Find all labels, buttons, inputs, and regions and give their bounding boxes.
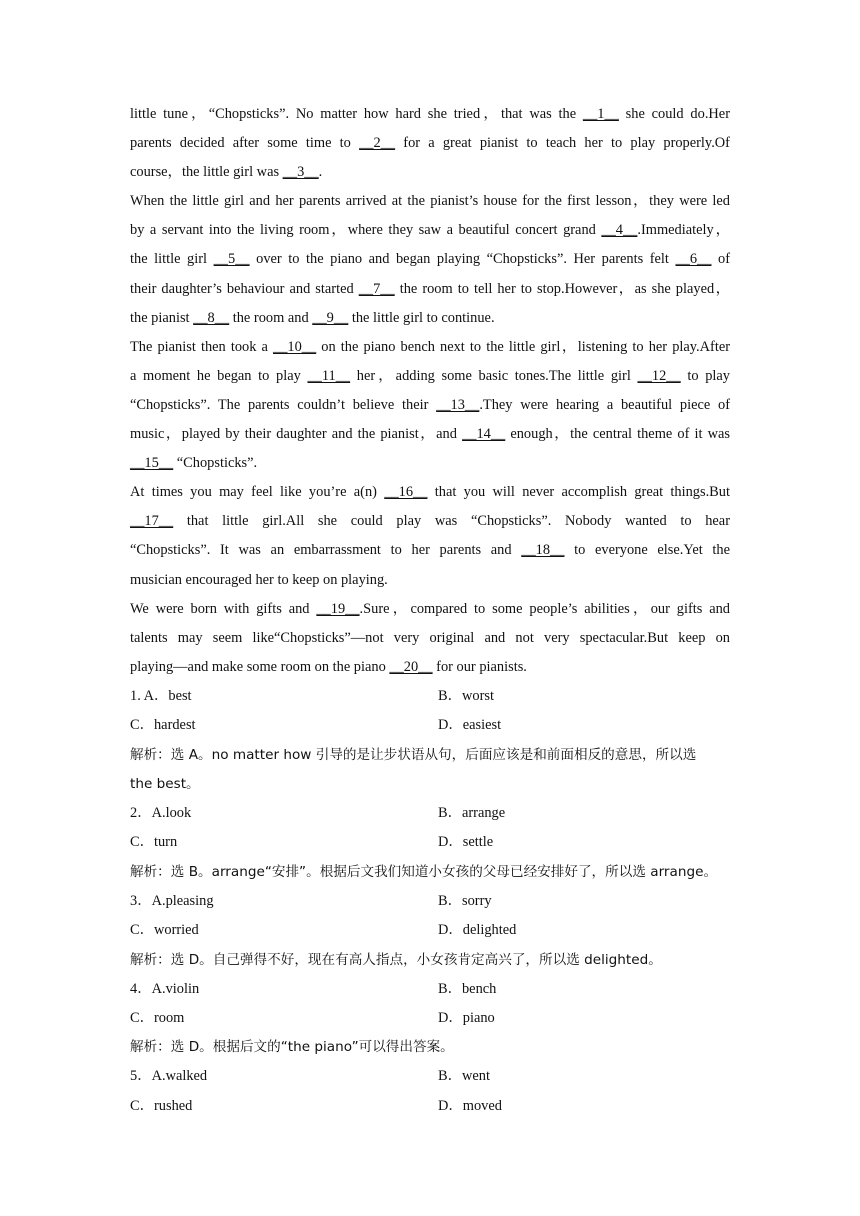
passage-text: “Chopsticks”. The parents couldn’t believe their — [130, 396, 437, 413]
question-item — [130, 799, 730, 887]
option-row — [130, 1004, 730, 1033]
blank-number: __12__ — [637, 367, 681, 384]
passage-text: to play — [680, 367, 730, 384]
passage-line — [130, 304, 730, 333]
passage-line — [130, 566, 730, 595]
answer-option: 3．A.pleasing — [130, 892, 214, 909]
question-item — [130, 887, 730, 975]
blank-number: __4__ — [601, 222, 638, 239]
passage-line — [130, 275, 730, 304]
blank-number: __18__ — [521, 542, 565, 559]
passage-text: to everyone else.Yet the — [564, 542, 730, 559]
cloze-passage — [130, 100, 730, 682]
blank-number: __11__ — [307, 367, 351, 384]
passage-text: parents decided after some time to — [130, 135, 360, 152]
passage-text: the room to tell her to stop.However，as she played， — [394, 280, 730, 297]
passage-line — [130, 333, 730, 362]
passage-line — [130, 624, 730, 653]
passage-text: the little girl — [130, 251, 214, 268]
blank-number: __19__ — [316, 600, 360, 617]
answer-option: D．easiest — [438, 717, 502, 734]
passage-line — [130, 507, 730, 536]
passage-text: of — [711, 251, 730, 268]
passage-text: When the little girl and her parents arrived at the pianist’s house for the first lesson，they were led — [130, 193, 730, 210]
passage-text: enough，the central theme of it was — [505, 426, 730, 443]
passage-text: her，adding some basic tones.The little girl — [350, 367, 638, 384]
answer-option: D．delighted — [438, 922, 517, 939]
answer-option: C．worried — [130, 922, 199, 939]
option-row — [130, 1062, 730, 1091]
blank-number: __15__ — [130, 455, 174, 472]
passage-text: a moment he began to play — [130, 367, 308, 384]
passage-text: she could do.Her — [618, 106, 730, 122]
answer-option: D．settle — [438, 834, 494, 851]
passage-text: The pianist then took a — [130, 338, 274, 355]
passage-text: “Chopsticks”. It was an embarrassment to her parents and — [130, 542, 522, 559]
answer-option: D．moved — [438, 1097, 502, 1114]
passage-text: for our pianists. — [432, 658, 527, 675]
blank-number: __16__ — [384, 484, 428, 501]
option-row — [130, 682, 730, 711]
blank-number: __5__ — [213, 251, 250, 268]
passage-line — [130, 420, 730, 449]
analysis-text: 解析：选 A。no matter how 引导的是让步状语从句，后面应该是和前面相反的意思，所以选 — [130, 746, 697, 763]
passage-text: that you will never accomplish great things.But — [427, 484, 730, 501]
option-row — [130, 887, 730, 916]
answer-option: 2．A.look — [130, 804, 192, 821]
passage-text: musician encouraged her to keep on playing. — [130, 571, 388, 588]
passage-text: talents may seem like“Chopsticks”—not very original and not very spectacular.But keep on — [130, 629, 730, 646]
passage-line — [130, 187, 730, 216]
answer-option: B．bench — [438, 980, 497, 997]
passage-text: course，the little girl was — [130, 164, 283, 181]
analysis-text: 解析：选 D。自己弹得不好，现在有高人指点，小女孩肯定高兴了，所以选 delighted。 — [130, 951, 662, 968]
option-row — [130, 828, 730, 857]
option-row — [130, 799, 730, 828]
passage-text: .They were hearing a beautiful piece of — [479, 396, 730, 413]
blank-number: __17__ — [130, 513, 174, 530]
passage-text: . — [318, 164, 323, 181]
passage-text: the pianist — [130, 309, 194, 326]
passage-line — [130, 653, 730, 682]
passage-text: little tune，“Chopsticks”. No matter how hard she tried，that was the — [130, 106, 583, 122]
answer-option: 4．A.violin — [130, 980, 200, 997]
blank-number: __1__ — [582, 106, 619, 122]
answer-option: B．went — [438, 1068, 490, 1085]
option-row — [130, 916, 730, 945]
analysis-text: 解析：选 D。根据后文的“the piano”可以得出答案。 — [130, 1039, 454, 1056]
answer-option: 1. A．best — [130, 687, 192, 704]
passage-text: playing—and make some room on the piano — [130, 658, 390, 675]
blank-number: __7__ — [358, 280, 395, 297]
passage-line — [130, 478, 730, 507]
answer-option: B．arrange — [438, 804, 506, 821]
passage-line — [130, 362, 730, 391]
passage-text: for a great pianist to teach her to play properly.Of — [395, 135, 730, 152]
passage-text: music，played by their daughter and the pianist，and — [130, 426, 463, 443]
passage-line — [130, 158, 730, 187]
passage-line — [130, 449, 730, 478]
blank-number: __20__ — [389, 658, 433, 675]
passage-text: over to the piano and began playing “Chopsticks”. Her parents felt — [249, 251, 676, 268]
passage-text: At times you may feel like you’re a(n) — [130, 484, 385, 501]
passage-line — [130, 536, 730, 565]
option-row — [130, 1092, 730, 1121]
answer-option: C．rushed — [130, 1097, 193, 1114]
answer-option: D．piano — [438, 1009, 495, 1026]
answer-option: C．hardest — [130, 717, 196, 734]
passage-line — [130, 129, 730, 158]
passage-line — [130, 216, 730, 245]
passage-text: “Chopsticks”. — [173, 455, 258, 472]
blank-number: __14__ — [462, 426, 506, 443]
passage-text: the room and — [229, 309, 313, 326]
passage-text: that little girl.All she could play was “Chopsticks”. Nobody wanted to hear — [173, 513, 730, 530]
passage-text: their daughter’s behaviour and started — [130, 280, 359, 297]
option-row — [130, 975, 730, 1004]
question-item — [130, 682, 730, 799]
passage-line — [130, 595, 730, 624]
option-row — [130, 711, 730, 740]
blank-number: __2__ — [359, 135, 396, 152]
answer-option: 5．A.walked — [130, 1068, 208, 1085]
answer-option: C．room — [130, 1009, 185, 1026]
answer-option: C．turn — [130, 834, 178, 851]
question-item — [130, 975, 730, 1063]
passage-text: .Immediately， — [637, 222, 731, 239]
blank-number: __8__ — [193, 309, 230, 326]
blank-number: __3__ — [282, 164, 319, 181]
passage-line — [130, 245, 730, 274]
blank-number: __13__ — [436, 396, 480, 413]
answer-option: B．sorry — [438, 892, 492, 909]
passage-text: by a servant into the living room，where they saw a beautiful concert grand — [130, 222, 602, 239]
blank-number: __10__ — [273, 338, 317, 355]
answer-option: B．worst — [438, 687, 494, 704]
passage-text: the little girl to continue. — [348, 309, 495, 326]
passage-text: on the piano bench next to the little girl，listening to her play.After — [316, 338, 730, 355]
passage-text: .Sure，compared to some people’s abilities，our gifts and — [359, 600, 731, 617]
document-page — [130, 100, 730, 1121]
analysis-text: the best。 — [130, 775, 200, 792]
analysis-text: 解析：选 B。arrange“安排”。根据后文我们知道小女孩的父母已经安排好了，所以选 arrange。 — [130, 863, 718, 880]
blank-number: __9__ — [312, 309, 349, 326]
passage-line — [130, 100, 730, 129]
passage-line — [130, 391, 730, 420]
question-item — [130, 1062, 730, 1121]
passage-text: We were born with gifts and — [130, 600, 317, 617]
blank-number: __6__ — [675, 251, 712, 268]
question-list — [130, 682, 730, 1121]
